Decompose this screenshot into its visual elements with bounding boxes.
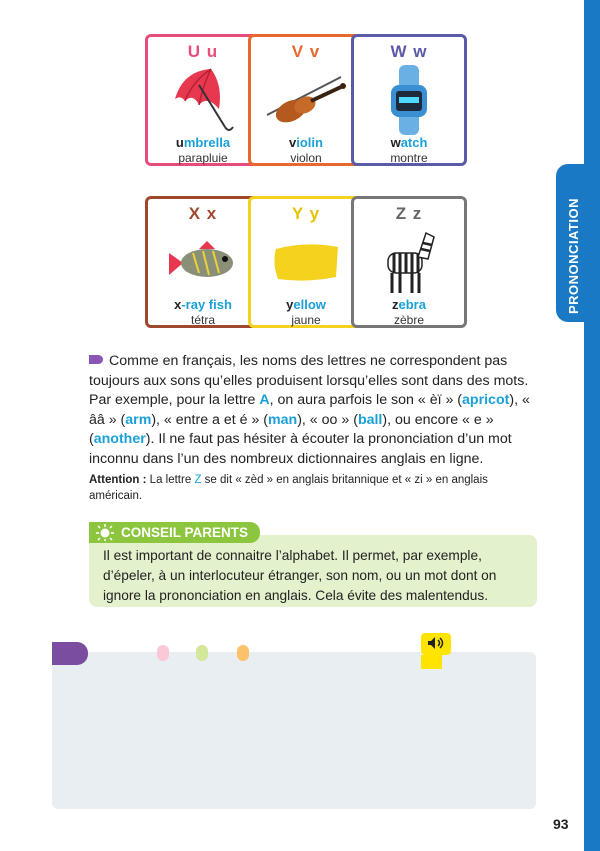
exercises-title — [52, 642, 88, 665]
audio-button[interactable] — [421, 633, 451, 655]
fish-icon — [148, 227, 258, 297]
conseil-text: Il est important de connaitre l’alphabet. Il permet, par exemple, d’épeler, à un interlocuteur étranger, son nom, ou un mot dont on ignore la prononciation en anglais. Cela évite des malentendus. — [103, 548, 497, 603]
zebra-icon — [354, 227, 464, 297]
intro-paragraph: Comme en français, les noms des lettres ne correspondent pas toujours aux sons qu’elles produisent lorsqu’elles sont dans des mots. Par exemple, pour la lettre A, on aura parfois le son « èï » (apricot), « ââ » (arm), « entre a et é » (man), « oo » (ball), ou encore « e » (another). Il ne faut pas hésiter à écouter la prononciation d’un mot inconnu dans l’un des nombreux dictionnaires anglais en ligne. — [89, 353, 530, 467]
level-badge-cm1 — [196, 645, 208, 661]
card-word: x-ray fish — [174, 297, 232, 312]
card-v — [248, 34, 364, 166]
card-translation: tétra — [190, 313, 215, 327]
card-word: yellow — [286, 297, 326, 312]
violin-icon — [251, 65, 361, 135]
card-y — [248, 196, 364, 328]
card-w — [351, 34, 467, 166]
speaker-icon — [427, 636, 445, 650]
card-letters: Z z — [395, 204, 423, 223]
umbrella-icon — [148, 65, 258, 135]
conseil-title: CONSEIL PARENTS — [89, 522, 260, 543]
watch-icon — [354, 65, 464, 135]
card-letters: Y y — [291, 204, 321, 223]
card-word: violin — [289, 135, 323, 150]
card-translation: parapluie — [178, 151, 228, 165]
card-u — [145, 34, 261, 166]
card-letters: V v — [291, 42, 321, 61]
card-translation: montre — [390, 151, 428, 165]
section-tab[interactable] — [556, 164, 600, 322]
section-tab-label: PRONONCIATION — [566, 197, 581, 314]
sun-icon — [95, 524, 115, 541]
card-word: umbrella — [175, 135, 231, 150]
card-letters: W w — [390, 42, 428, 61]
card-x — [145, 196, 261, 328]
card-translation: zèbre — [393, 313, 425, 327]
audio-link[interactable] — [421, 655, 442, 669]
exercises-box — [52, 652, 536, 809]
level-badge-cm2 — [237, 645, 249, 661]
bullet-icon — [89, 355, 103, 364]
card-z — [351, 196, 467, 328]
card-letters: X x — [188, 204, 218, 223]
card-word: watch — [390, 135, 428, 150]
card-translation: violon — [290, 151, 322, 165]
card-letters: U u — [187, 42, 219, 61]
attention-note: Attention : La lettre Z se dit « zèd » en anglais britannique et « zi » en anglais américain. — [89, 474, 488, 502]
card-translation: jaune — [291, 313, 321, 327]
yellow-paint-icon — [251, 227, 361, 297]
page-number: 93 — [553, 816, 569, 832]
level-badge-ce2 — [157, 645, 169, 661]
page-edge-bar — [584, 0, 600, 851]
card-word: zebra — [392, 297, 426, 312]
